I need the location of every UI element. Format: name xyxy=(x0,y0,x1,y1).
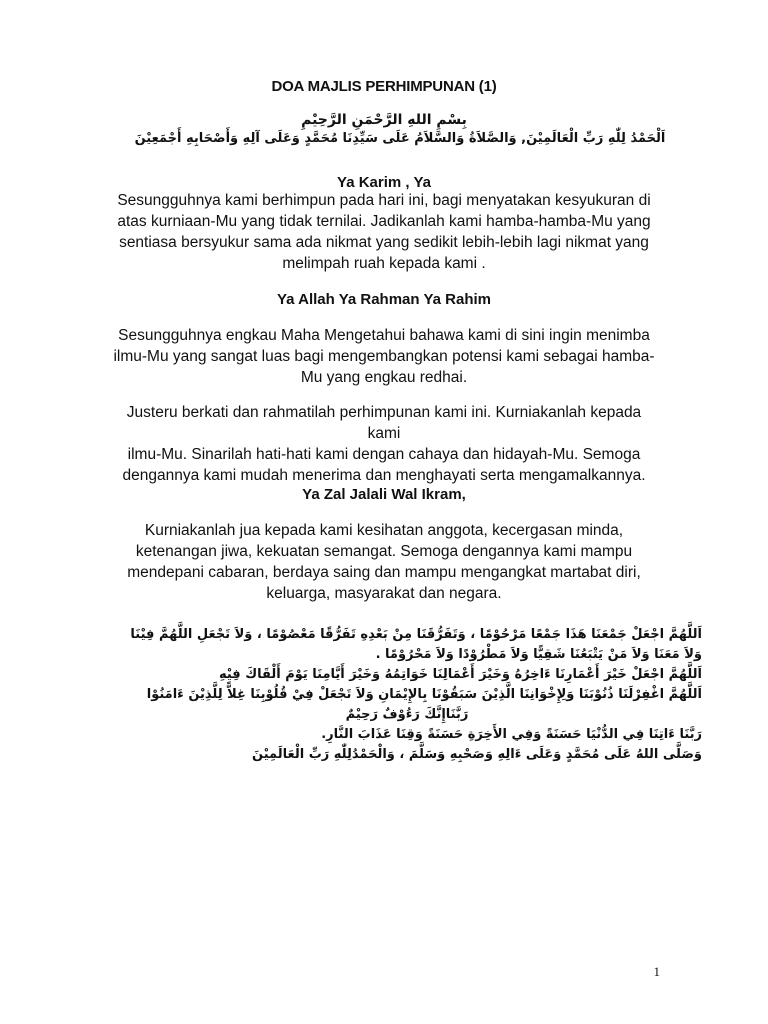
text-line: ilmu-Mu. Sinarilah hati-hati kami dengan cahaya dan hidayah-Mu. Semoga xyxy=(127,446,641,463)
section-heading-ya-zal-jalali: Ya Zal Jalali Wal Ikram, xyxy=(302,486,466,503)
text-line: atas kurniaan-Mu yang tidak ternilai. Jadikanlah kami hamba-hamba-Mu yang xyxy=(117,213,651,230)
text-line: keluarga, masyarakat dan negara. xyxy=(266,585,502,602)
paragraph-kurniakanlah xyxy=(110,520,658,604)
text-line: sentiasa bersyukur sama ada nikmat yang sedikit lebih-lebih lagi nikmat yang xyxy=(119,234,649,251)
text-line: Justeru berkati dan rahmatilah perhimpunan kami ini. Kurniakanlah kepada kami xyxy=(126,404,642,442)
arabic-line: اَللَّهُمَّ اجْعَلْ خَيْرَ أَعْمَارِنَا ءَاخِرُهُ وَخَيْرَ أَعْمَالِنَا خَوَاتِمُهُ وَخَيْرَ أَيَّامِنَا يَوْمَ أَلْقَاكَ فِيْهِ xyxy=(218,667,702,682)
paragraph-justeru xyxy=(110,402,658,486)
basmalah-arabic: بِسْمِ اللهِ الرَّحْمَنِ الرَّحِيْمِ xyxy=(301,112,467,128)
page-title: DOA MAJLIS PERHIMPUNAN (1) xyxy=(271,78,497,95)
text-line: dengannya kami mudah menerima dan menghayati serta mengamalkannya. xyxy=(122,467,646,484)
section-heading-ya-allah: Ya Allah Ya Rahman Ya Rahim xyxy=(277,291,491,308)
page-number: 1 xyxy=(653,964,660,979)
text-line: Sesungguhnya engkau Maha Mengetahui bahawa kami di sini ingin menimba xyxy=(118,327,650,344)
text-line: Sesungguhnya kami berhimpun pada hari ini, bagi menyatakan kesyukuran di xyxy=(117,192,651,209)
arabic-line: رَبَّنَاإِنَّكَ رَءُوْفٌ رَحِيْمٌ xyxy=(345,707,469,722)
section-heading-ya-karim: Ya Karim , Ya xyxy=(337,174,431,191)
arabic-line: رَبَّنَا ءَاتِنَا فِي الدُّنْيَا حَسَنَةً وَفِي الأَخِرَةِ حَسَنَةً وَقِنَا عَذَابَ النَّارِ. xyxy=(321,727,702,742)
text-line: ilmu-Mu yang sangat luas bagi mengembangkan potensi kami sebagai hamba- xyxy=(113,348,655,365)
text-line: mendepani cabaran, berdaya saing dan mampu mengangkat martabat diri, xyxy=(127,564,641,581)
opening-praise-arabic: اَلْحَمْدُ لِلّٰهِ رَبِّ الْعَالَمِيْنَ, وَالصَّلاَةُ وَالسَّلاَمُ عَلَى سَيِّدِنَا مُحَمَّدٍ وَعَلَى آلِهِ وَأَصْحَابِهِ أَجْمَعِيْنَ xyxy=(134,131,666,146)
paragraph-maha-mengetahui xyxy=(110,325,658,388)
arabic-line: وَصَلَّى اللهُ عَلَى مُحَمَّدٍ وَعَلَى ءَالِهِ وَصَحْبِهِ وَسَلَّمَ ، وَالْحَمْدُلِلّٰهِ رَبِّ الْعَالَمِيْنَ xyxy=(252,747,702,762)
text-line: ketenangan jiwa, kekuatan semangat. Semoga dengannya kami mampu xyxy=(135,543,633,560)
arabic-line: وَلاَ مَعَنَا وَلاَ مَنْ يَتْبَعُنَا شَقِيًّا وَلاَ مَطْرُوْدًا وَلاَ مَحْرُوْمًا . xyxy=(375,647,702,662)
text-line: Kurniakanlah jua kepada kami kesihatan anggota, kecergasan minda, xyxy=(144,522,624,539)
text-line: Mu yang engkau redhai. xyxy=(300,369,468,386)
arabic-line: اَللَّهُمَّ اجْعَلْ جَمْعَنَا هَذَا جَمْعًا مَرْحُوْمًا ، وَتَفَرُّقَنَا مِنْ بَعْدِهِ تَفَرُّقًا مَعْصُوْمًا ، وَلاَ تَجْعَلِ اللَّهُمَّ فِيْنَا xyxy=(130,627,702,642)
text-line: melimpah ruah kepada kami . xyxy=(282,255,486,272)
arabic-line: اَللَّهُمَّ اغْفِرْلَنَا ذُنُوْبَنَا وَلِإِخْوَانِنَا الَّذِيْنَ سَبَقُوْنَا بِالإِيْمَانِ وَلاَ تَجْعَلْ فِيْ قُلُوْبِنَا غِلاًّ لِلَّذِيْنَ ءَامَنُوْا xyxy=(146,687,702,702)
closing-doa-arabic xyxy=(112,625,702,765)
paragraph-ya-karim xyxy=(110,190,658,274)
